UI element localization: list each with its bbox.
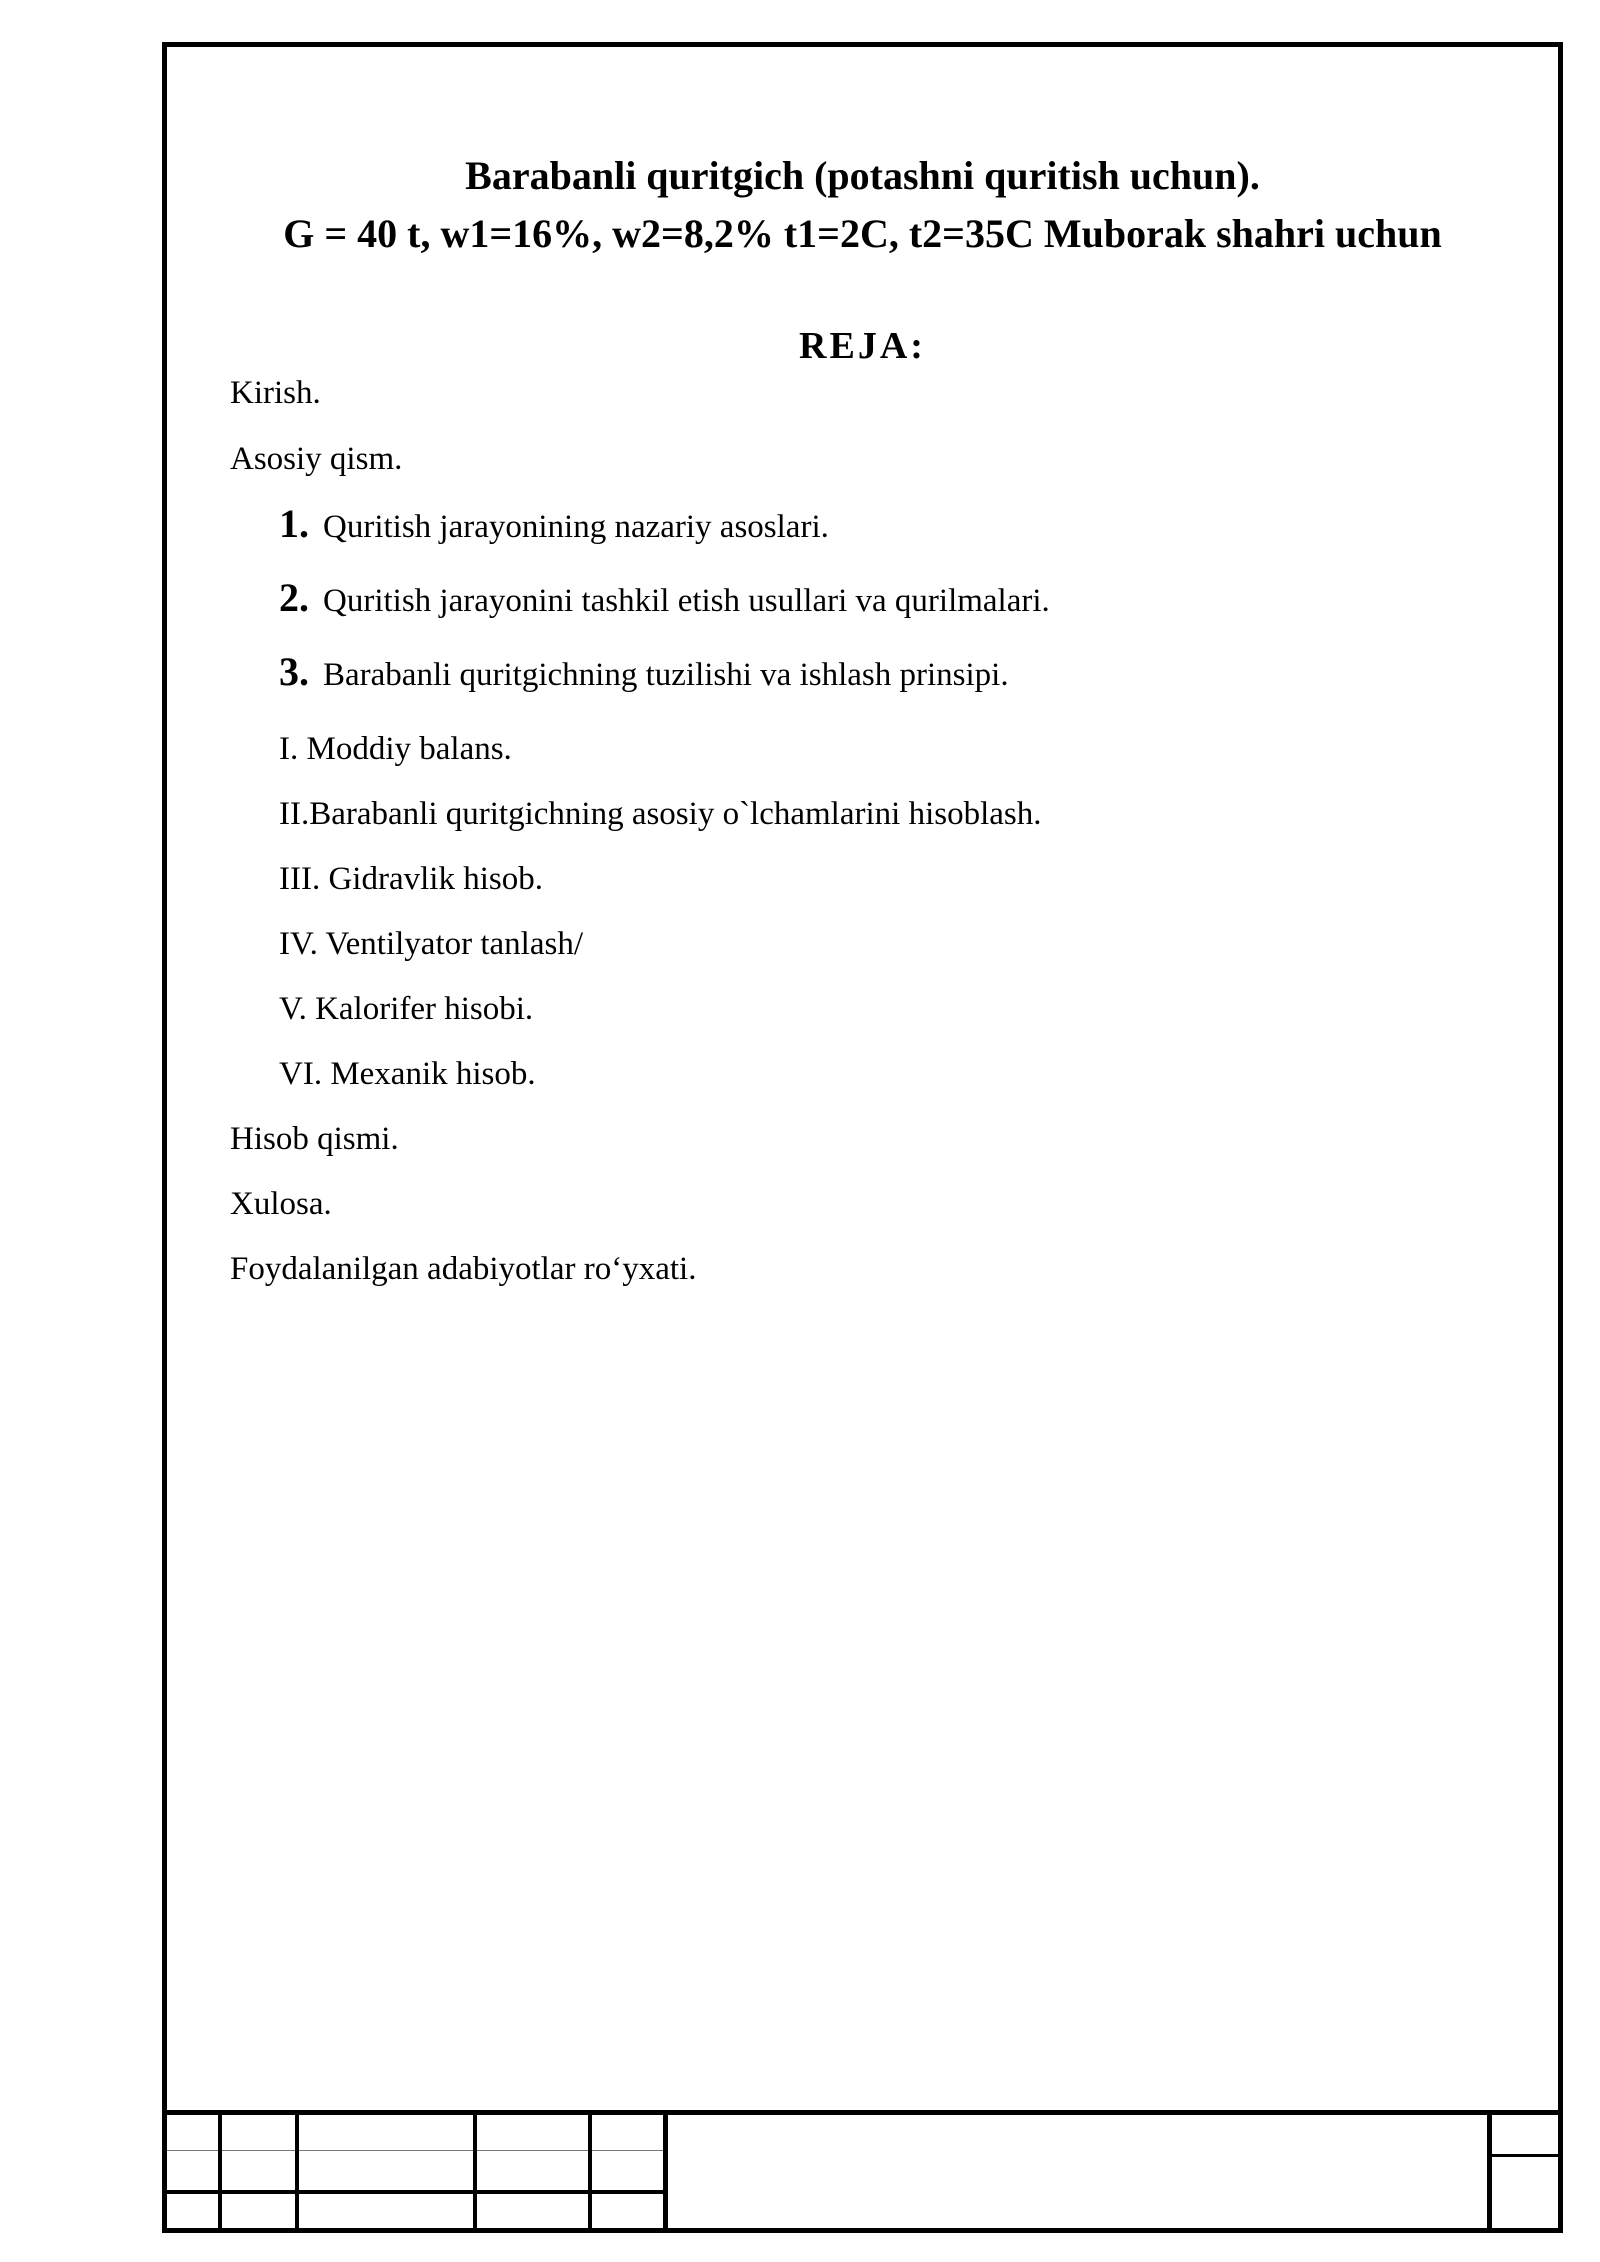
plan-heading: REJA: xyxy=(799,325,926,367)
plan-roman-item: VI. Mexanik hisob. xyxy=(279,1056,536,1092)
plan-numbered-item-number: 2. xyxy=(279,575,309,620)
plan-roman-item: V. Kalorifer hisobi. xyxy=(279,991,534,1027)
document-subtitle: G = 40 t, w1=16%, w2=8,2% t1=2C, t2=35C Muborak shahri uchun xyxy=(283,211,1442,256)
plan-item-intro: Kirish. xyxy=(230,375,321,411)
plan-numbered-item-number: 3. xyxy=(279,649,309,694)
plan-numbered-item xyxy=(279,576,1050,623)
plan-item-conclusion: Xulosa. xyxy=(230,1186,332,1222)
title-block-top-line xyxy=(162,2110,1563,2115)
title-block-col-line xyxy=(218,2112,222,2230)
plan-numbered-item xyxy=(279,650,1009,697)
plan-item-main-part: Asosiy qism. xyxy=(230,441,403,477)
title-block-col-line xyxy=(1487,2112,1492,2230)
plan-roman-item: III. Gidravlik hisob. xyxy=(279,861,543,897)
document-title: Barabanli quritgich (potashni quritish uchun). xyxy=(465,153,1260,198)
plan-roman-item: IV. Ventilyator tanlash/ xyxy=(279,926,583,962)
plan-roman-item: I. Moddiy balans. xyxy=(279,731,512,767)
plan-numbered-item-text: Quritish jarayonini tashkil etish usullari va qurilmalari. xyxy=(323,583,1050,619)
plan-numbered-item-text: Barabanli quritgichning tuzilishi va ishlash prinsipi. xyxy=(323,657,1009,693)
title-block-col-line xyxy=(295,2112,299,2230)
plan-item-calc-part: Hisob qismi. xyxy=(230,1121,399,1157)
plan-item-references: Foydalanilgan adabiyotlar ro‘yxati. xyxy=(230,1251,697,1287)
plan-numbered-item-text: Quritish jarayonining nazariy asoslari. xyxy=(323,509,829,545)
plan-numbered-item-number: 1. xyxy=(279,501,309,546)
title-block-sheet-line xyxy=(1489,2154,1559,2157)
plan-roman-item: II.Barabanli quritgichning asosiy o`lchamlarini hisoblash. xyxy=(279,796,1042,832)
title-block-col-line xyxy=(473,2112,477,2230)
title-block-col-line xyxy=(588,2112,592,2230)
title-block-col-line xyxy=(663,2112,668,2230)
plan-numbered-item xyxy=(279,502,829,549)
